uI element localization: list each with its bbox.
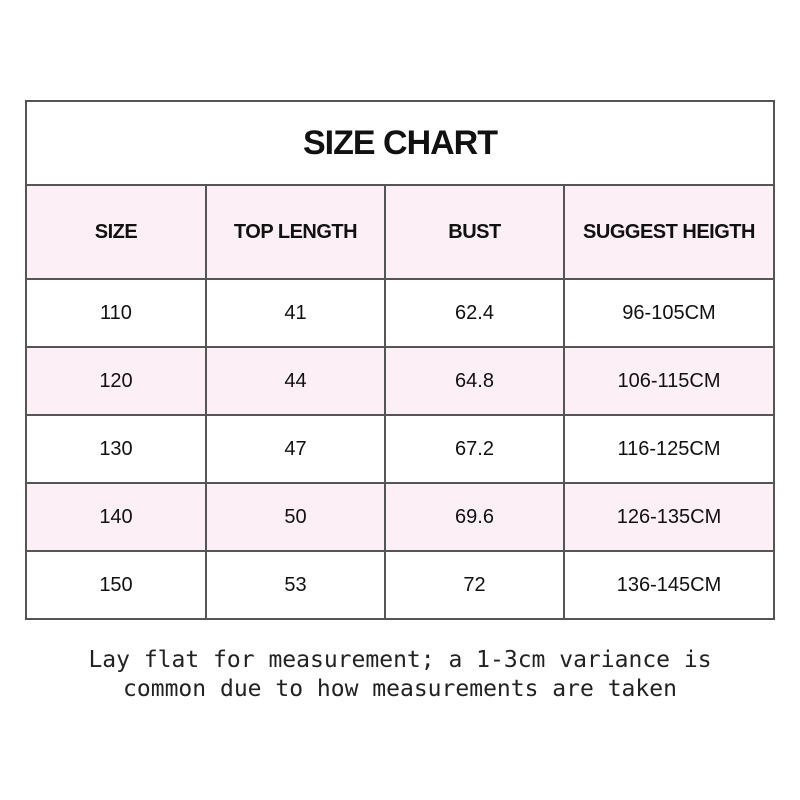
cell-bust: 62.4 bbox=[385, 279, 564, 347]
cell-suggest-height: 116-125CM bbox=[564, 415, 774, 483]
table-row bbox=[26, 347, 774, 415]
cell-size: 130 bbox=[26, 415, 206, 483]
cell-suggest-height: 136-145CM bbox=[564, 551, 774, 619]
cell-size: 110 bbox=[26, 279, 206, 347]
cell-size: 150 bbox=[26, 551, 206, 619]
table-row bbox=[26, 551, 774, 619]
cell-suggest-height: 96-105CM bbox=[564, 279, 774, 347]
measurement-note-line-1: Lay flat for measurement; a 1-3cm variance is bbox=[88, 647, 712, 673]
measurement-note-line-2: common due to how measurements are taken bbox=[123, 676, 677, 702]
header-size: SIZE bbox=[26, 185, 206, 279]
title-row bbox=[26, 101, 774, 185]
cell-bust: 64.8 bbox=[385, 347, 564, 415]
cell-top-length: 50 bbox=[206, 483, 385, 551]
cell-top-length: 44 bbox=[206, 347, 385, 415]
chart-title: SIZE CHART bbox=[26, 101, 774, 185]
table-row bbox=[26, 483, 774, 551]
cell-size: 120 bbox=[26, 347, 206, 415]
size-chart-table bbox=[25, 100, 775, 620]
table-row bbox=[26, 279, 774, 347]
cell-size: 140 bbox=[26, 483, 206, 551]
cell-suggest-height: 126-135CM bbox=[564, 483, 774, 551]
header-top-length: TOP LENGTH bbox=[206, 185, 385, 279]
cell-bust: 69.6 bbox=[385, 483, 564, 551]
cell-top-length: 47 bbox=[206, 415, 385, 483]
measurement-note bbox=[0, 646, 800, 704]
header-row bbox=[26, 185, 774, 279]
cell-top-length: 53 bbox=[206, 551, 385, 619]
table-row bbox=[26, 415, 774, 483]
cell-suggest-height: 106-115CM bbox=[564, 347, 774, 415]
cell-bust: 72 bbox=[385, 551, 564, 619]
header-suggest-height: SUGGEST HEIGTH bbox=[564, 185, 774, 279]
header-bust: BUST bbox=[385, 185, 564, 279]
cell-top-length: 41 bbox=[206, 279, 385, 347]
cell-bust: 67.2 bbox=[385, 415, 564, 483]
